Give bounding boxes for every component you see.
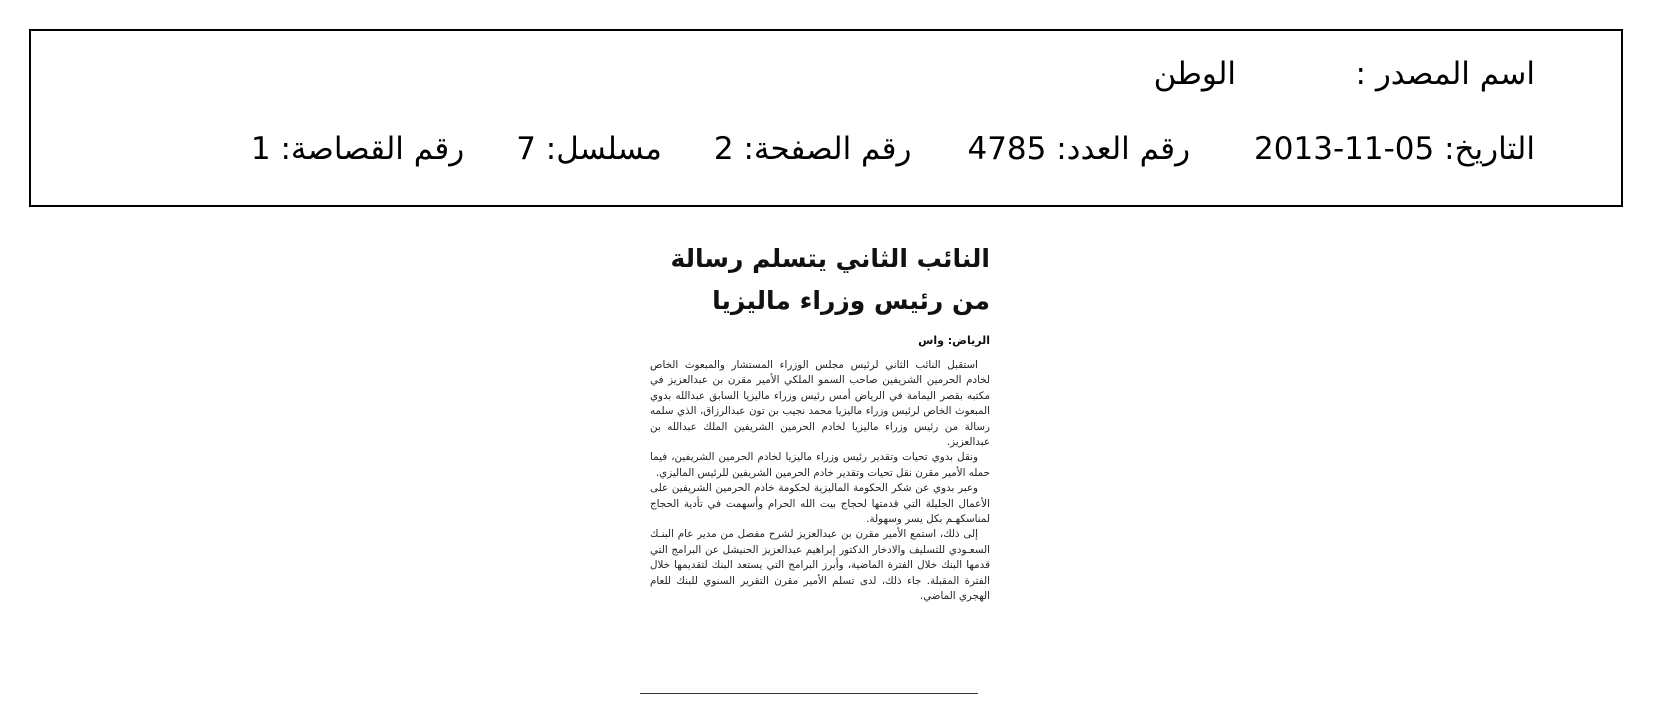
clip-label: رقم القصاصة: <box>280 131 465 167</box>
article-paragraph: ونقل بدوي تحيات وتقدير رئيس وزراء ماليزيا لخادم الحرمين الشريفين، فيما حمله الأمير مقرن نقل تحيات وتقدير خادم الحرمين الشريفين للرئيس الماليزي. <box>650 451 990 479</box>
article-paragraph: إلى ذلك، استمع الأمير مقرن بن عبدالعزيز لشرح مفصل من مدير عام البنـك السعـودي للتسليف والادخار الدكتور إبراهيم عبدالعزيز الحنيشل عن البرامج التي قدمها البنك خلال الفترة الماضية، وأبرز البرامج التي يستعد البنك لتقديمها خلال الفترة المقبلة. جاء ذلك، لدى تسلم الأمير مقرن التقرير السنوي للبنك للعام الهجري الماضي. <box>650 528 990 603</box>
article-body <box>650 358 990 605</box>
clip-value: 1 <box>250 131 271 167</box>
article-paragraph: وعبر بدوي عن شكر الحكومة الماليزية لحكومة خادم الحرمين الشريفين على الأعمال الجليلة التي قدمتها لحجاج بيت الله الحرام وأسهمت في تأدية الحجاج لمناسكهـم بكل يسر وسهولة. <box>650 482 990 526</box>
article-headline <box>640 238 990 322</box>
clip-field <box>251 130 464 168</box>
article-byline: الرياض: واس <box>918 334 990 347</box>
issue-value: 4785 <box>967 131 1047 167</box>
source-value: الوطن <box>1153 56 1236 92</box>
date-field <box>1254 130 1535 168</box>
source-label: اسم المصدر : <box>1355 56 1535 92</box>
headline-line-1: النائب الثاني يتسلم رسالة <box>670 244 990 273</box>
clipping-metadata-box <box>29 29 1623 207</box>
serial-label: مسلسل: <box>545 131 662 167</box>
headline-line-2: من رئيس وزراء ماليزيا <box>712 286 990 315</box>
issue-label: رقم العدد: <box>1056 131 1191 167</box>
page-label: رقم الصفحة: <box>743 131 912 167</box>
issue-field <box>967 130 1190 168</box>
newspaper-clipping <box>640 238 990 700</box>
page-value: 2 <box>713 131 734 167</box>
date-value: 2013-11-05 <box>1254 131 1435 167</box>
serial-value: 7 <box>516 131 536 167</box>
serial-field <box>516 130 662 168</box>
article-divider <box>640 693 978 694</box>
article-paragraph: استقبل النائب الثاني لرئيس مجلس الوزراء المستشار والمبعوث الخاص لخادم الحرمين الشريفين صاحب السمو الملكي الأمير مقرن بن عبدالعزيز في مكتبه بقصر اليمامة في الرياض أمس رئيس وزراء ماليزيا السابق عبدالله بدوي المبعوث الخاص لرئيس وزراء ماليزيا محمد نجيب بن تون عبدالرزاق، الذي سلمه رسالة من رئيس وزراء ماليزيا لخادم الحرمين الشريفين الملك عبدالله بن عبدالعزيز. <box>650 359 990 449</box>
metadata-row <box>251 130 1535 168</box>
page-field <box>714 130 912 168</box>
date-label: التاريخ: <box>1444 131 1535 167</box>
